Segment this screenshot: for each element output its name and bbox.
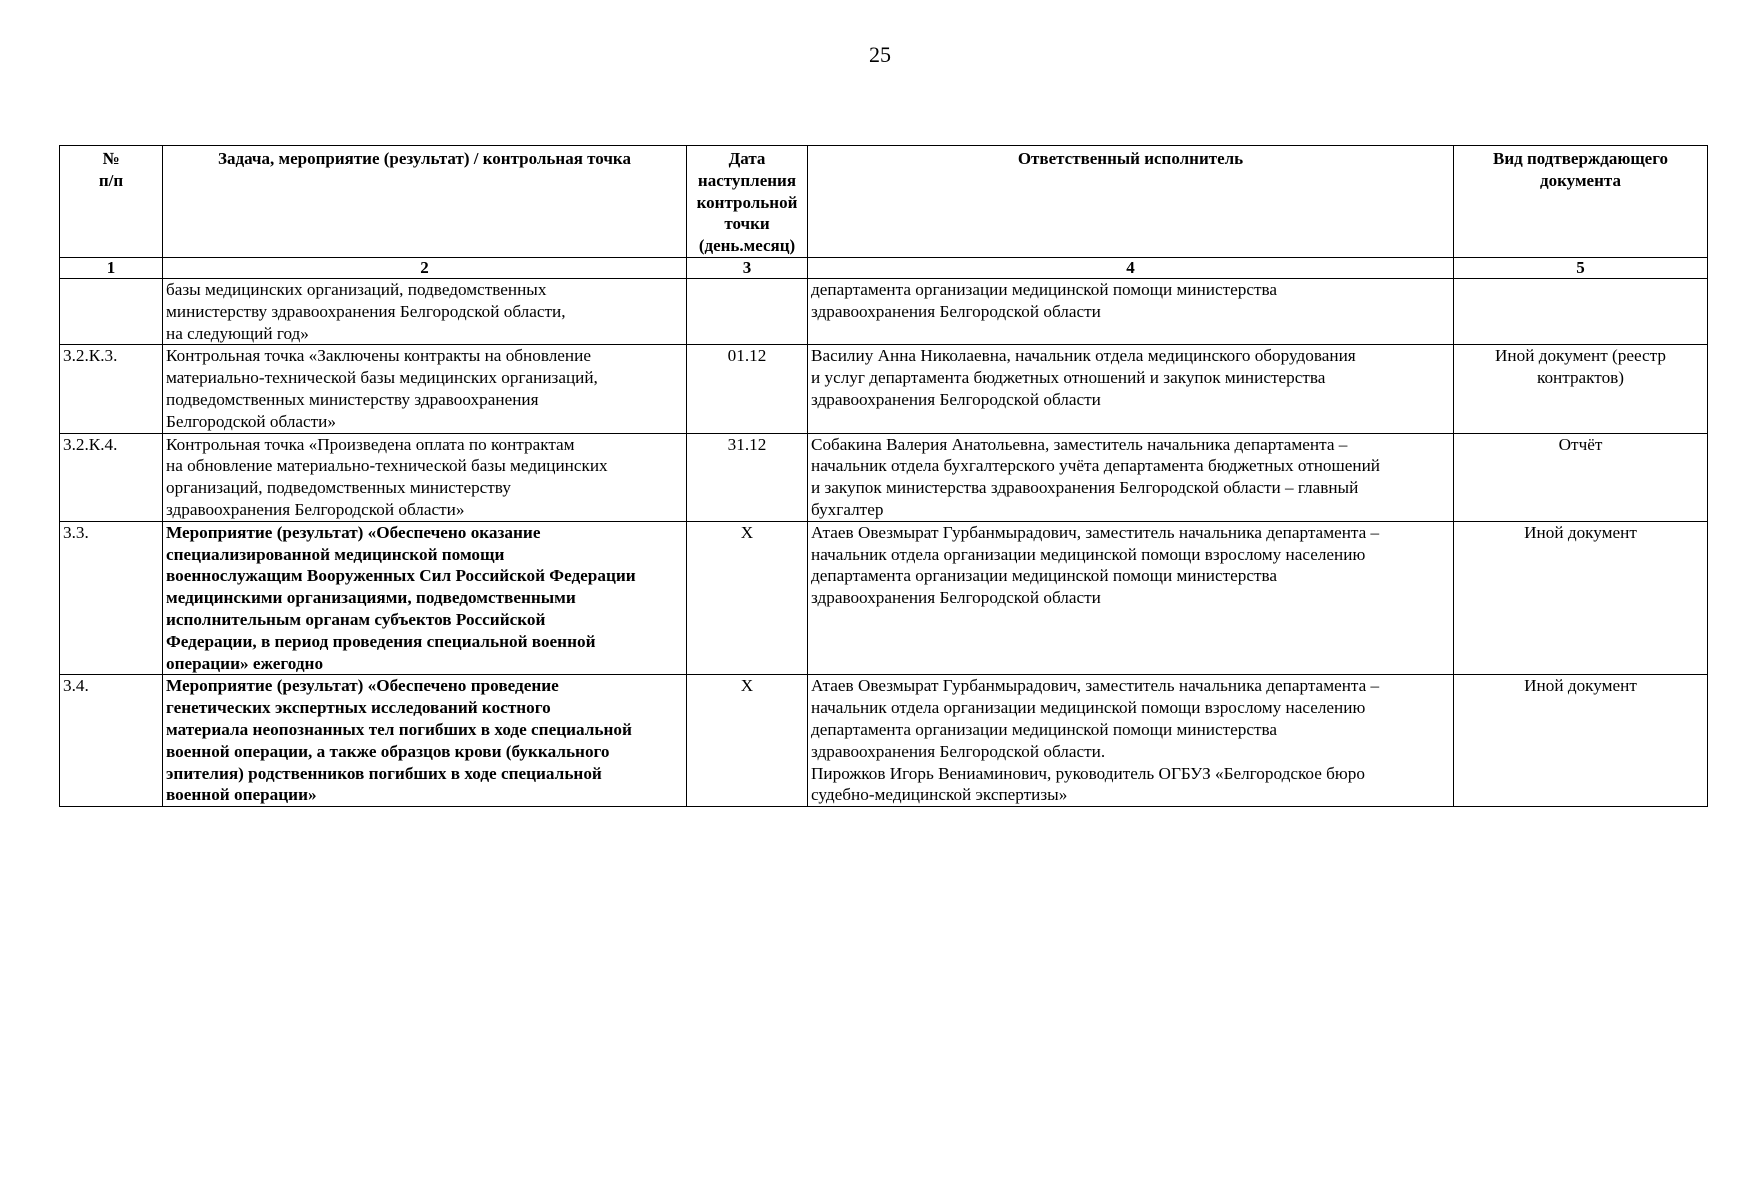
document-type-cell: Отчёт: [1454, 433, 1708, 521]
task-cell: базы медицинских организаций, подведомственных министерству здравоохранения Белгородской области, на следующий год»: [163, 278, 687, 344]
column-number: 1: [60, 257, 163, 278]
header-document: Вид подтверждающего документа: [1454, 146, 1708, 258]
plan-table: [59, 145, 1708, 807]
table-row: [60, 278, 1708, 344]
row-number-cell: 3.3.: [60, 521, 163, 675]
date-cell: 31.12: [687, 433, 808, 521]
column-number: 3: [687, 257, 808, 278]
column-number-row: [60, 257, 1708, 278]
row-number-cell: 3.4.: [60, 675, 163, 807]
column-number: 5: [1454, 257, 1708, 278]
date-cell: [687, 278, 808, 344]
date-cell: 01.12: [687, 345, 808, 433]
date-cell: X: [687, 675, 808, 807]
task-cell: Контрольная точка «Заключены контракты на обновление материально-технической базы медицинских организаций, подведомственных министерству здравоохранения Белгородской области»: [163, 345, 687, 433]
header-number: № п/п: [60, 146, 163, 258]
table-row: [60, 675, 1708, 807]
header-task: Задача, мероприятие (результат) / контрольная точка: [163, 146, 687, 258]
table-header-row: [60, 146, 1708, 258]
executor-cell: департамента организации медицинской помощи министерства здравоохранения Белгородской области: [808, 278, 1454, 344]
task-cell: Контрольная точка «Произведена оплата по контрактам на обновление материально-технической базы медицинских организаций, подведомственных министерству здравоохранения Белгородской области»: [163, 433, 687, 521]
executor-cell: Атаев Овезмырат Гурбанмырадович, заместитель начальника департамента – начальник отдела организации медицинской помощи взрослому населению департамента организации медицинской помощи министерства здравоохранения Белгородской области. Пирожков Игорь Вениаминович, руководитель ОГБУЗ «Белгородское бюро судебно-медицинской экспертизы»: [808, 675, 1454, 807]
document-type-cell: [1454, 278, 1708, 344]
page-number: 25: [869, 42, 891, 67]
table-row: [60, 345, 1708, 433]
document-type-cell: Иной документ: [1454, 521, 1708, 675]
document-type-cell: Иной документ: [1454, 675, 1708, 807]
table-row: [60, 433, 1708, 521]
row-number-cell: 3.2.К.3.: [60, 345, 163, 433]
header-executor: Ответственный исполнитель: [808, 146, 1454, 258]
header-date: Дата наступления контрольной точки (день.месяц): [687, 146, 808, 258]
task-cell: Мероприятие (результат) «Обеспечено оказание специализированной медицинской помощи военнослужащим Вооруженных Сил Российской Федерации медицинскими организациями, подведомственными исполнительным органам субъектов Российской Федерации, в период проведения специальной военной операции» ежегодно: [163, 521, 687, 675]
task-cell: Мероприятие (результат) «Обеспечено проведение генетических экспертных исследований костного материала неопознанных тел погибших в ходе специальной военной операции, а также образцов крови (буккального эпителия) родственников погибших в ходе специальной военной операции»: [163, 675, 687, 807]
executor-cell: Собакина Валерия Анатольевна, заместитель начальника департамента – начальник отдела бухгалтерского учёта департамента бюджетных отношений и закупок министерства здравоохранения Белгородской области – главный бухгалтер: [808, 433, 1454, 521]
document-type-cell: Иной документ (реестр контрактов): [1454, 345, 1708, 433]
executor-cell: Атаев Овезмырат Гурбанмырадович, заместитель начальника департамента – начальник отдела организации медицинской помощи взрослому населению департамента организации медицинской помощи министерства здравоохранения Белгородской области: [808, 521, 1454, 675]
column-number: 4: [808, 257, 1454, 278]
row-number-cell: 3.2.К.4.: [60, 433, 163, 521]
date-cell: X: [687, 521, 808, 675]
row-number-cell: [60, 278, 163, 344]
executor-cell: Василиу Анна Николаевна, начальник отдела медицинского оборудования и услуг департамента бюджетных отношений и закупок министерства здравоохранения Белгородской области: [808, 345, 1454, 433]
column-number: 2: [163, 257, 687, 278]
table-row: [60, 521, 1708, 675]
